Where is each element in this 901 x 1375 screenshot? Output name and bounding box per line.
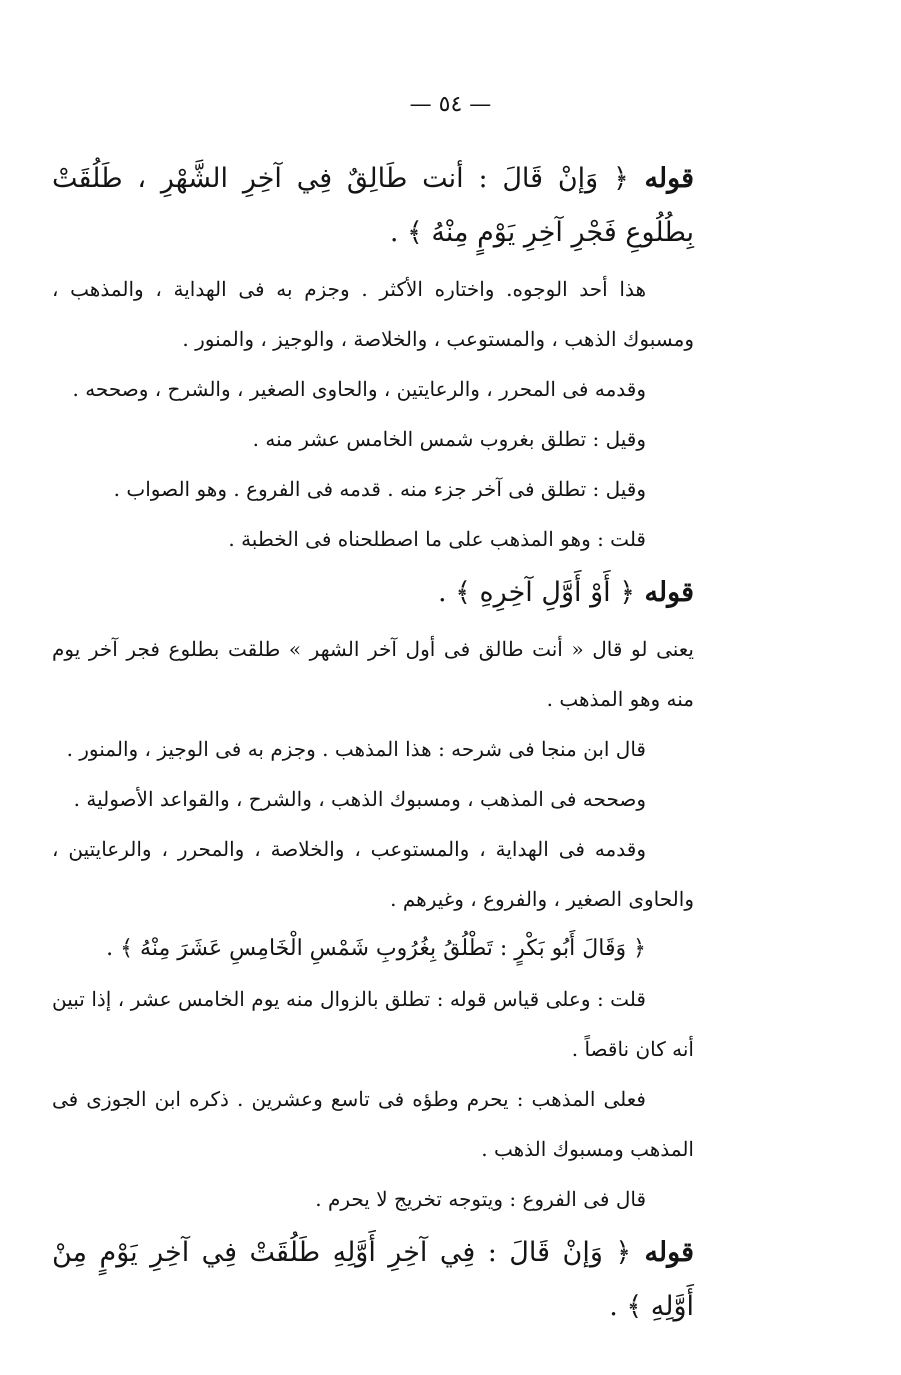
text-paragraph: وقيل : تطلق بغروب شمس الخامس عشر منه . — [252, 427, 646, 451]
text-paragraph: فعلى المذهب : يحرم وطؤه فى تاسع وعشرين . ذكره ابن الجوزى فى المذهب ومسبوك الذهب . — [52, 1087, 694, 1161]
quoted-statement: ﴿ وَقَالَ أَبُو بَكْرٍ : تَطْلُقُ بِغُرُوبِ شَمْسِ الْخَامِسِ عَشَرَ مِنْهُ ﴾ . — [106, 936, 646, 961]
heading-paragraph — [52, 152, 694, 260]
heading-quote: ﴿ وَإنْ قَالَ : فِي آخِرِ أَوَّلِهِ طَلُقَتْ فِي آخِرِ يَوْمٍ مِنْ أَوَّلِهِ ﴾ . — [52, 1237, 694, 1322]
heading-paragraph — [52, 566, 694, 620]
heading-paragraph — [52, 1226, 694, 1334]
text-paragraph: وصححه فى المذهب ، ومسبوك الذهب ، والشرح ، والقواعد الأصولية . — [73, 787, 646, 811]
text-paragraph: قلت : وعلى قياس قوله : تطلق بالزوال منه يوم الخامس عشر ، إذا تبين أنه كان ناقصاً . — [52, 987, 694, 1061]
text-paragraph: هذا أحد الوجوه. واختاره الأكثر . وجزم به فى الهداية ، والمذهب ، ومسبوك الذهب ، والمستوعب ، والخلاصة ، والوجيز ، والمنور . — [52, 277, 694, 351]
heading-quote: ﴿ وَإنْ قَالَ : أنت طَالِقٌ فِي آخِرِ الشَّهْرِ ، طَلُقَتْ بِطُلُوعِ فَجْرِ آخِرِ يَوْمٍ مِنْهُ ﴾ . — [52, 163, 694, 248]
text-paragraph: وقدمه فى المحرر ، والرعايتين ، والحاوى الصغير ، والشرح ، وصححه . — [72, 377, 646, 401]
heading-lead: قوله — [644, 1237, 694, 1268]
heading-lead: قوله — [644, 163, 694, 194]
text-paragraph: قلت : وهو المذهب على ما اصطلحناه فى الخطبة . — [228, 527, 646, 551]
text-paragraph: وقدمه فى الهداية ، والمستوعب ، والخلاصة ، والمحرر ، والرعايتين ، والحاوى الصغير ، والفروع ، وغيرهم . — [52, 837, 694, 911]
text-paragraph: قال ابن منجا فى شرحه : هذا المذهب . وجزم به فى الوجيز ، والمنور . — [66, 737, 646, 761]
page-number: — ٥٤ — — [409, 92, 492, 117]
text-paragraph: يعنى لو قال « أنت طالق فى أول آخر الشهر » طلقت بطلوع فجر آخر يوم منه وهو المذهب . — [52, 637, 694, 711]
main-text — [52, 150, 694, 1338]
text-paragraph: وقيل : تطلق فى آخر جزء منه . قدمه فى الفروع . وهو الصواب . — [113, 477, 646, 501]
heading-lead: قوله — [644, 577, 694, 608]
text-paragraph: قال فى الفروع : ويتوجه تخريج لا يحرم . — [315, 1187, 646, 1211]
heading-quote: ﴿ أَوْ أَوَّلِ آخِرِهِ ﴾ . — [437, 577, 636, 608]
